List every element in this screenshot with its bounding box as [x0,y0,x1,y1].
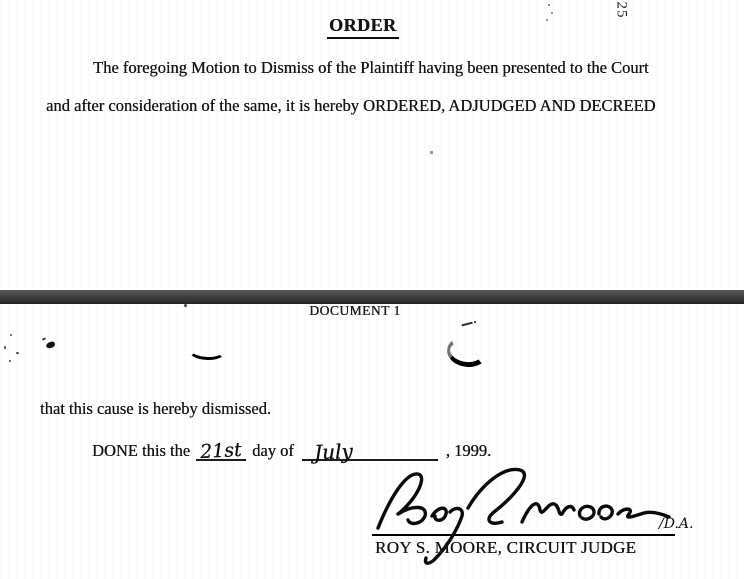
scan-artifact-crescent-mark [445,334,489,369]
paragraph-line-1: The foregoing Motion to Dismiss of the Plaintiff having been presented to the Court [93,58,649,77]
page-number-sideways: 25 [613,1,630,19]
judge-printed-name: ROY S. MOORE, CIRCUIT JUDGE [375,538,637,557]
document-separator-bar [0,290,744,304]
document-separator-label: DOCUMENT 1 [309,303,401,318]
scan-artifact-dust [474,321,476,323]
day-blank-underline [196,437,246,464]
handwritten-month: July [313,439,353,465]
order-title: ORDER [327,15,399,39]
scan-artifact-speck [548,4,550,6]
scan-artifact-speck [546,19,548,21]
scan-artifact-dust [16,352,19,354]
done-year-suffix: , 1999. [445,441,492,460]
scan-artifact-speck [551,12,553,14]
done-date-line [92,437,492,465]
scan-artifact-ink-blob [45,341,55,349]
scan-artifact-ink-blob [42,337,46,341]
handwritten-day: 21st [199,438,243,464]
paragraph-line-2: and after consideration of the same, it is hereby ORDERED, ADJUDGED AND DECREED [46,96,656,115]
scan-artifact-dust [9,360,11,362]
scan-artifact-crescent-mark [188,340,227,361]
done-prefix: DONE this the [92,441,191,460]
signature-annotation: /D.A. [659,516,694,532]
month-blank-underline [302,437,438,465]
scan-artifact-dust [10,334,12,336]
done-middle: day of [252,441,294,460]
dismissal-line: that this cause is hereby dismissed. [40,399,271,418]
scan-artifact-tick-mark [462,322,474,330]
signature-line [372,534,675,536]
scan-artifact-dust [4,346,6,349]
scan-artifact-speck [430,151,433,154]
